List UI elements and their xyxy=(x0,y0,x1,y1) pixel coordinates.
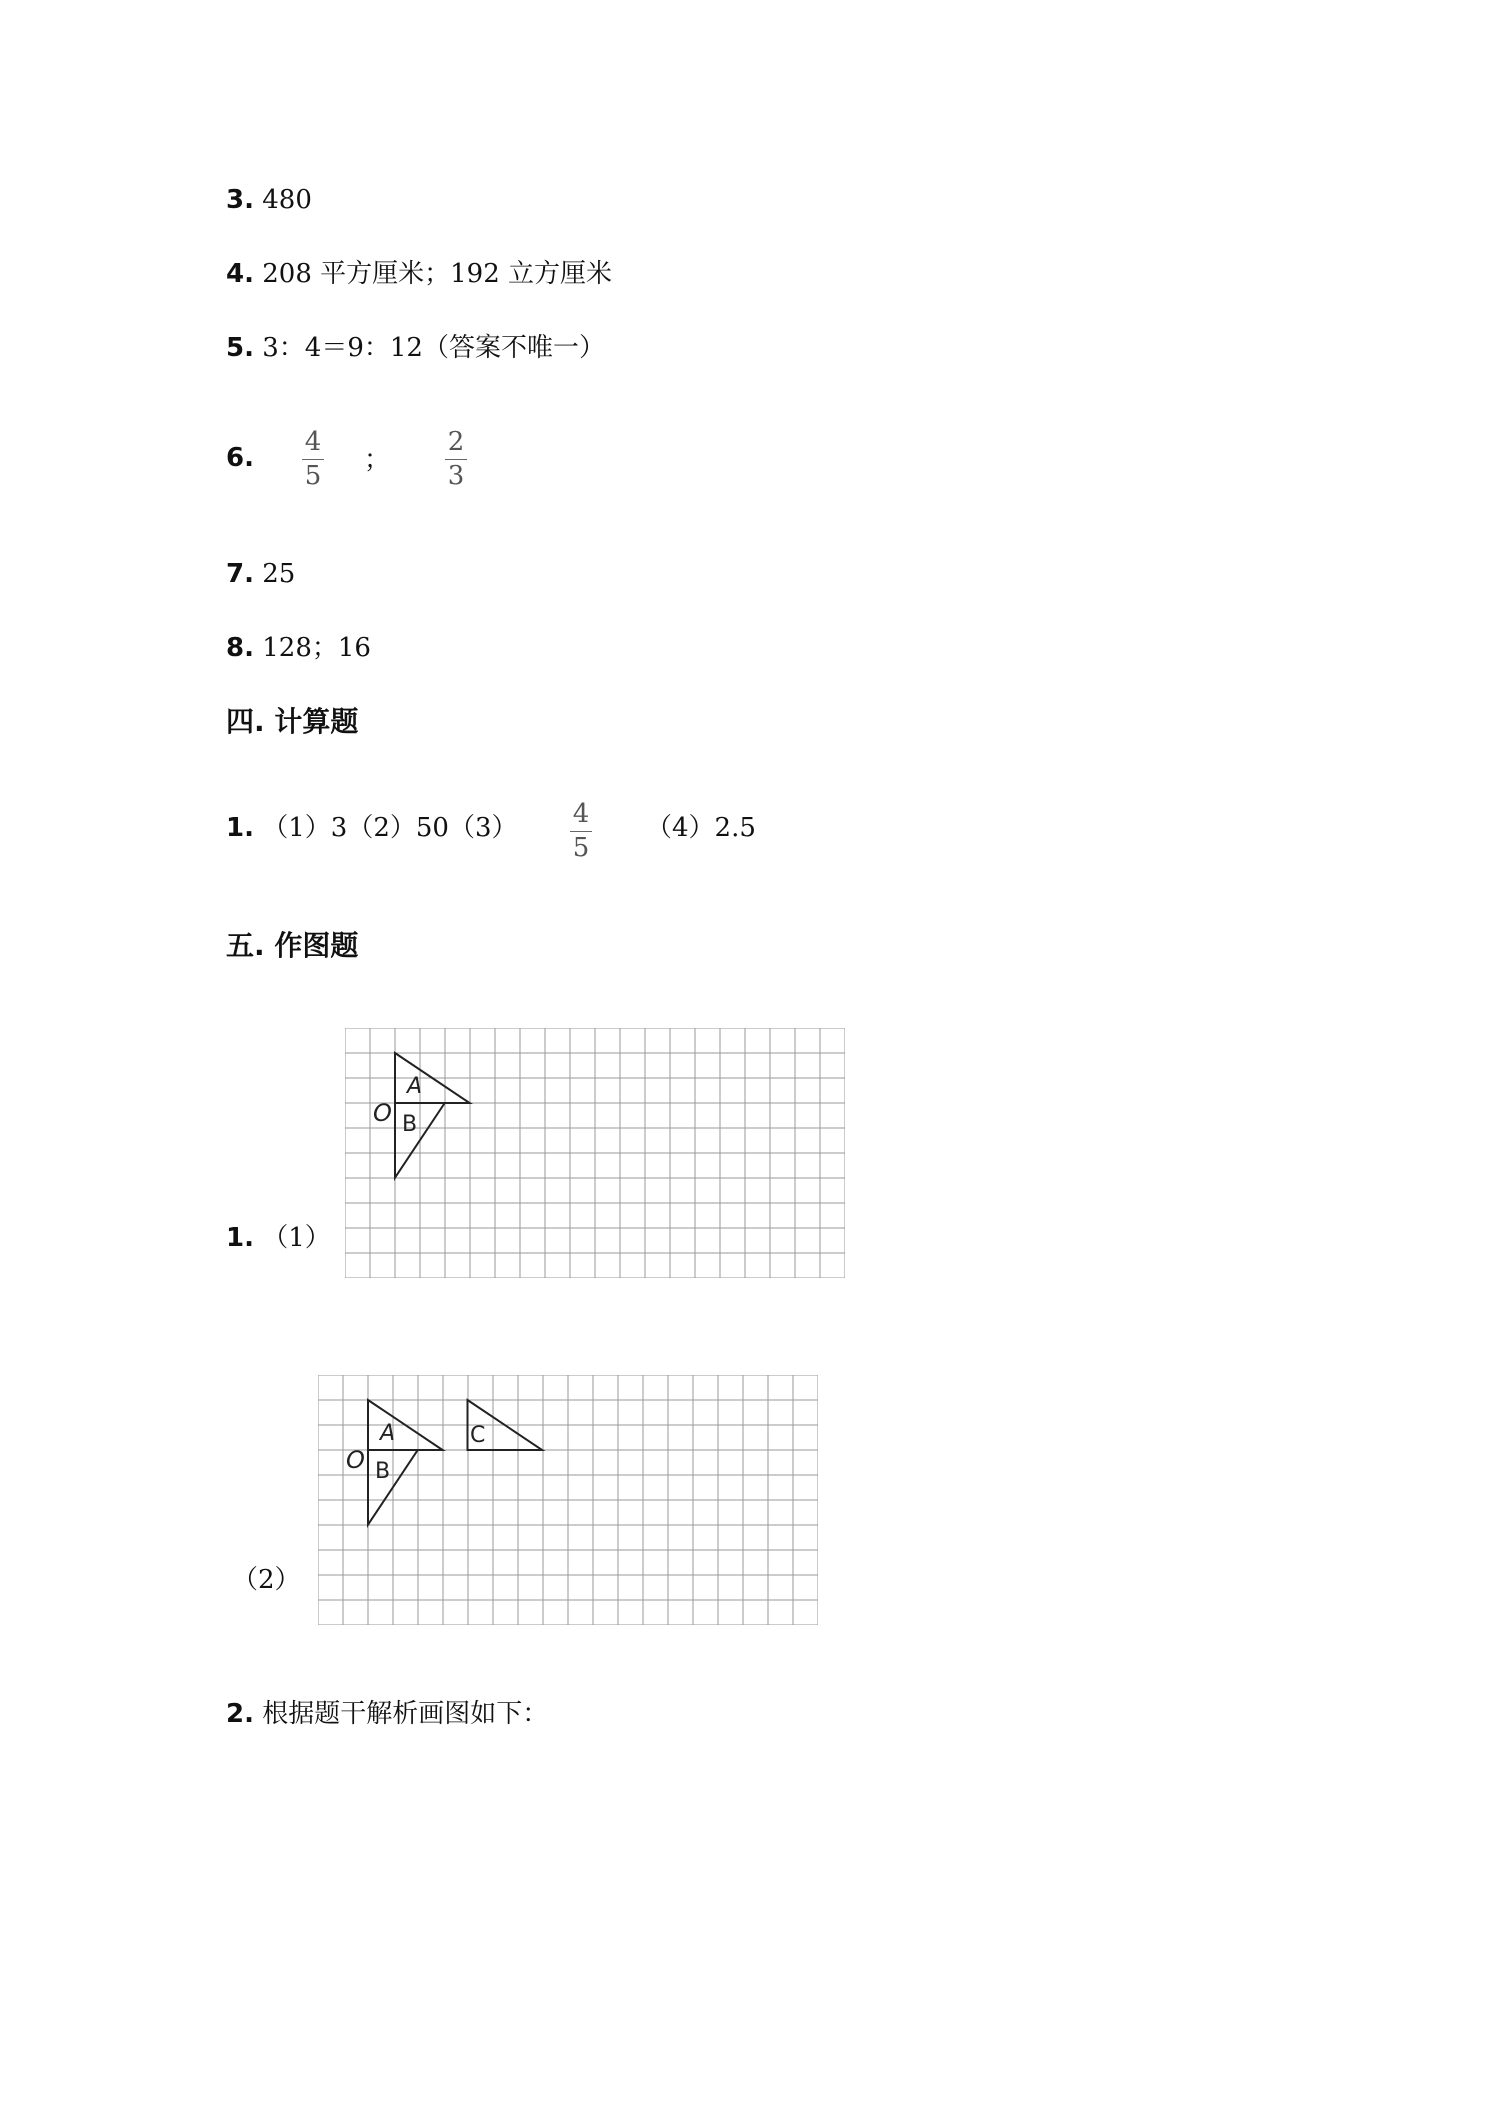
label-o: O xyxy=(346,1446,365,1474)
drawing-answer-2 xyxy=(226,1697,548,1731)
answer-text: （4）2.5 xyxy=(646,813,756,843)
answer-number: 7. xyxy=(226,559,254,589)
section-heading-drawing: 五. 作图题 xyxy=(226,929,359,962)
answer-4 xyxy=(226,257,612,291)
grid-lines xyxy=(318,1375,818,1625)
answer-number: 8. xyxy=(226,633,254,663)
grid-figure-2 xyxy=(318,1375,818,1625)
fraction-denominator: 5 xyxy=(304,461,322,491)
label-a: A xyxy=(407,1074,423,1099)
calc-answer-1 xyxy=(226,811,518,845)
fraction-denominator: 3 xyxy=(447,461,465,491)
answer-text: 128；16 xyxy=(262,633,371,663)
answer-part-label: （1） xyxy=(262,1223,331,1253)
fraction-numerator: 4 xyxy=(572,799,590,829)
answer-text: 208 平方厘米；192 立方厘米 xyxy=(262,259,613,289)
answer-6 xyxy=(226,441,254,475)
answer-text: 3：4＝9：12（答案不唯一） xyxy=(262,333,605,363)
label-c: C xyxy=(470,1423,486,1448)
answer-5 xyxy=(226,331,605,365)
label-b: B xyxy=(375,1459,391,1484)
answer-8 xyxy=(226,631,371,665)
answer-number: 6. xyxy=(226,443,254,473)
answer-3 xyxy=(226,183,312,217)
answer-text: （1）3（2）50（3） xyxy=(262,813,518,843)
fraction-numerator: 4 xyxy=(304,427,322,457)
answer-7 xyxy=(226,557,295,591)
answer-text: 25 xyxy=(262,559,296,589)
fraction-separator: ； xyxy=(364,445,391,475)
grid-lines xyxy=(345,1028,845,1278)
answer-number: 5. xyxy=(226,333,254,363)
answer-number: 2. xyxy=(226,1699,254,1729)
drawing-answer-1-part-2: （2） xyxy=(232,1565,301,1595)
label-a: A xyxy=(380,1421,396,1446)
answer-number: 4. xyxy=(226,259,254,289)
answer-text: 根据题干解析画图如下： xyxy=(262,1699,549,1729)
drawing-answer-1-part-1 xyxy=(226,1221,331,1255)
fraction-bar xyxy=(302,459,324,460)
section-heading-calculation: 四. 计算题 xyxy=(226,705,359,738)
fraction-denominator: 5 xyxy=(572,833,590,863)
answer-number: 1. xyxy=(226,813,254,843)
answer-text: 480 xyxy=(262,185,312,215)
answer-number: 3. xyxy=(226,185,254,215)
label-o: O xyxy=(373,1099,392,1127)
fraction-2-3 xyxy=(445,428,467,490)
grid-figure-1 xyxy=(345,1028,845,1278)
label-b: B xyxy=(402,1112,418,1137)
fraction-4-5 xyxy=(302,428,324,490)
fraction-4-5 xyxy=(570,800,592,862)
fraction-bar xyxy=(570,831,592,832)
answer-number: 1. xyxy=(226,1223,254,1253)
fraction-bar xyxy=(445,459,467,460)
fraction-numerator: 2 xyxy=(447,427,465,457)
